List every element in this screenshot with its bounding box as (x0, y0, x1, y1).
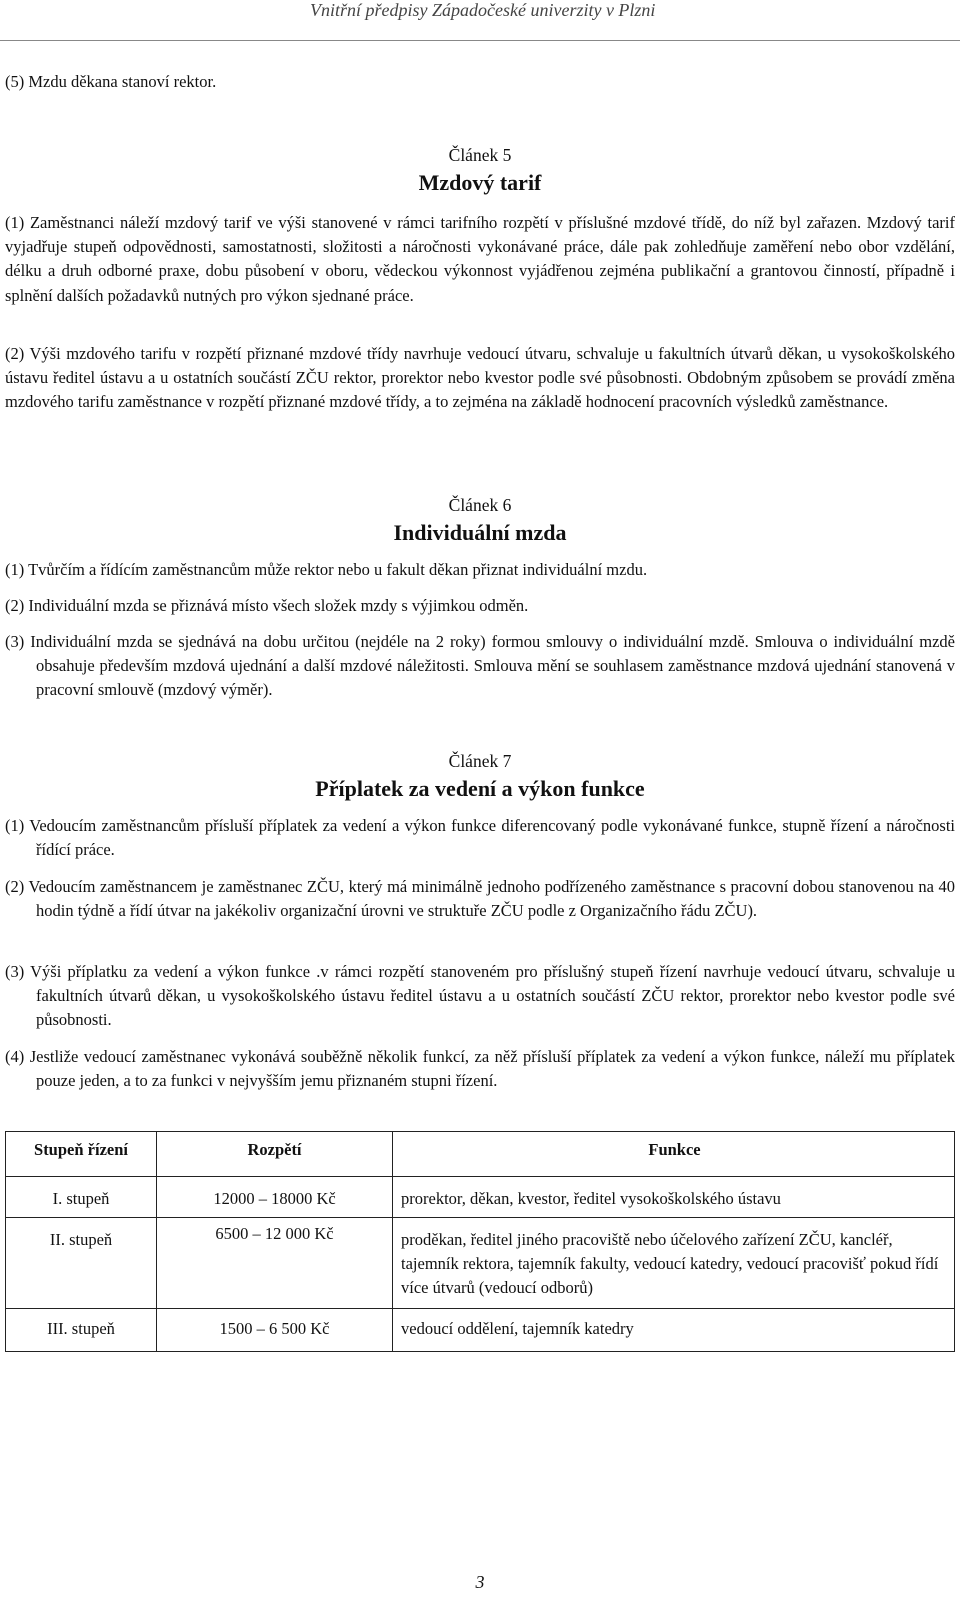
table-row (6, 1177, 955, 1218)
table-row (6, 1309, 955, 1352)
table-row (6, 1218, 955, 1309)
cell-range: 6500 – 12 000 Kč (157, 1218, 393, 1309)
page-number: 3 (475, 1572, 485, 1592)
cell-function: vedoucí oddělení, tajemník katedry (393, 1309, 955, 1352)
article-5-paragraph-2: (2) Výši mzdového tarifu v rozpětí přiznané mzdové třídy navrhuje vedoucí útvaru, schvaluje u fakultních útvarů děkan, u vysokoškolského ústavu ředitel ústavu a u ostatních součástí ZČU rektor, prorektor nebo kvestor podle své působnosti. Obdobným způsobem se provádí změna mzdového tarifu zaměstnance v rozpětí přiznané mzdové třídy, a to zejména na základě hodnocení pracovních výsledků zaměstnance. (5, 344, 955, 412)
cell-grade: II. stupeň (6, 1218, 157, 1309)
cell-grade: III. stupeň (6, 1309, 157, 1352)
header-title: Vnitřní předpisy Západočeské univerzity v Plzni (310, 0, 656, 20)
cell-function: prorektor, děkan, kvestor, ředitel vysokoškolského ústavu (393, 1177, 955, 1218)
article-7-number: Článek 7 (448, 751, 512, 771)
article-7-paragraph-4: (4) Jestliže vedoucí zaměstnanec vykonává souběžně několik funkcí, za něž přísluší příplatek za vedení a výkon funkce, náleží mu příplatek pouze jeden, a to za funkci v nejvyšším jemu přiznaném stupni řízení. (5, 1047, 955, 1091)
cell-function: proděkan, ředitel jiného pracoviště nebo účelového zařízení ZČU, kancléř, tajemník rektora, tajemník fakulty, vedoucí katedry, vedoucí pracovišť pokud řídí více útvarů (vedoucí odborů) (393, 1218, 955, 1309)
article-6-title: Individuální mzda (393, 520, 567, 545)
cell-range: 12000 – 18000 Kč (157, 1177, 393, 1218)
table-header-row (6, 1132, 955, 1177)
header-function: Funkce (393, 1132, 955, 1177)
article-7-paragraph-1: (1) Vedoucím zaměstnancům přísluší příplatek za vedení a výkon funkce diferencovaný podle vykonávané funkce, stupně řízení a náročnosti řídící práce. (5, 816, 955, 860)
article-6-paragraph-2: (2) Individuální mzda se přiznává místo všech složek mzdy s výjimkou odměn. (5, 596, 529, 615)
article-5-paragraph-1: (1) Zaměstnanci náleží mzdový tarif ve výši stanovené v rámci tarifního rozpětí v příslušné mzdové třídě, do níž byl zařazen. Mzdový tarif vyjadřuje stupeň odpovědnosti, samostatnosti, složitosti a náročnosti vykonávané práce, dále pak zohledňuje zaměření nebo obor vzdělání, délku a druh odborné praxe, dobu působení v oboru, vědeckou výkonnost vyjádřenou zejména publikační a grantovou činností, případně i splnění dalších požadavků nutných pro výkon sjednané práce. (5, 213, 955, 305)
intro-paragraph-5: (5) Mzdu děkana stanoví rektor. (5, 72, 217, 91)
header-range: Rozpětí (157, 1132, 393, 1177)
cell-grade: I. stupeň (6, 1177, 157, 1218)
header-grade: Stupeň řízení (6, 1132, 157, 1177)
article-7-paragraph-3: (3) Výši příplatku za vedení a výkon funkce .v rámci rozpětí stanoveném pro příslušný stupeň řízení navrhuje vedoucí útvaru, schvaluje u fakultních útvarů děkan, u vysokoškolského ústavu ředitel ústavu a u ostatních součástí ZČU rektor, prorektor nebo kvestor podle své působnosti. (5, 962, 955, 1030)
article-7-paragraph-2: (2) Vedoucím zaměstnancem je zaměstnanec ZČU, který má minimálně jednoho podřízeného zaměstnance s pracovní dobou stanovenou na 40 hodin týdně a řídí útvar na jakékoliv organizační úrovni ve struktuře ZČU podle z Organizačního řádu ZČU). (5, 877, 955, 921)
cell-range: 1500 – 6 500 Kč (157, 1309, 393, 1352)
article-6-number: Článek 6 (448, 495, 512, 515)
article-5-number: Článek 5 (448, 145, 512, 165)
header-divider (0, 40, 960, 41)
article-5-title: Mzdový tarif (418, 170, 542, 195)
management-grade-table (5, 1131, 955, 1352)
article-6-paragraph-1: (1) Tvůrčím a řídícím zaměstnancům může rektor nebo u fakult děkan přiznat individuální mzdu. (5, 560, 648, 579)
article-7-title: Příplatek za vedení a výkon funkce (315, 776, 645, 801)
article-6-paragraph-3: (3) Individuální mzda se sjednává na dobu určitou (nejdéle na 2 roky) formou smlouvy o individuální mzdě. Smlouva o individuální mzdě obsahuje především mzdová ujednání a další mzdové náležitosti. Smlouva mění se souhlasem zaměstnance mzdová ujednání stanovená v pracovní smlouvě (mzdový výměr). (5, 632, 955, 700)
